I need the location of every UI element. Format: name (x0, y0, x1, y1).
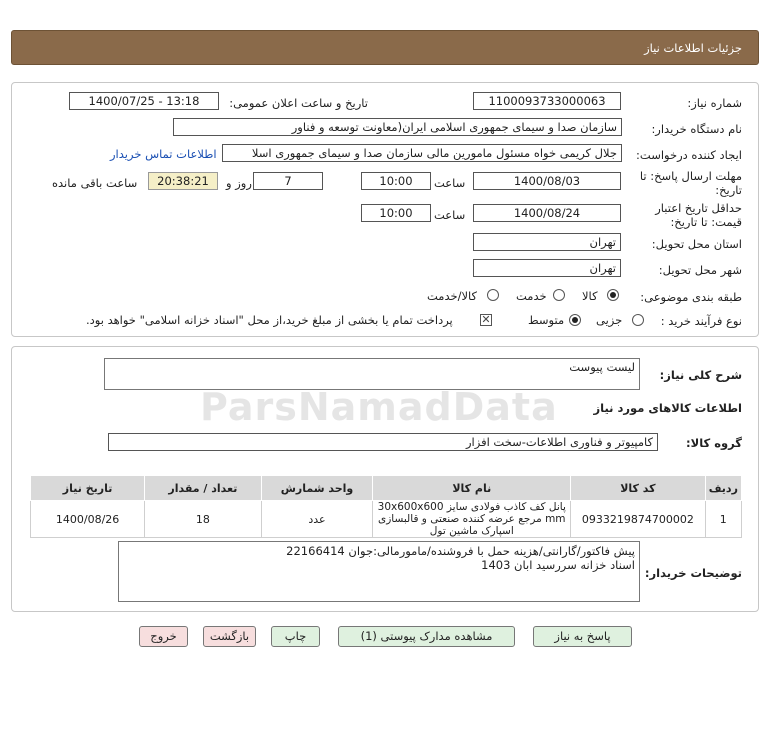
validity-time-label: ساعت (434, 208, 466, 222)
row-index: 1 (705, 501, 741, 538)
deadline-date-field: 1400/08/03 (473, 172, 621, 190)
validity-date-field: 1400/08/24 (473, 204, 621, 222)
process-medium-radio[interactable] (569, 314, 581, 326)
buyer-org-label: نام دستگاه خریدار: (651, 122, 742, 136)
validity-label-line1: حداقل تاریخ اعتبار (655, 201, 742, 215)
process-medium-label: متوسط (528, 313, 565, 327)
requester-field: جلال کریمی خواه مسئول مامورین مالی سازمان صدا و سیمای جمهوری اسلا (222, 144, 622, 162)
view-attachments-button[interactable]: مشاهده مدارک پیوستی (1) (338, 626, 515, 647)
row-code: 0933219874700002 (571, 501, 705, 538)
city-field: تهران (473, 259, 621, 277)
need-number-label: شماره نیاز: (687, 96, 742, 110)
category-service-radio[interactable] (553, 289, 565, 301)
treasury-payment-checkbox[interactable]: ✕ (481, 313, 491, 326)
goods-group-field: کامپیوتر و فناوری اطلاعات-سخت افزار (108, 433, 658, 451)
remaining-time-field: 20:38:21 (148, 172, 218, 190)
announce-field: 1400/07/25 - 13:18 (69, 92, 219, 110)
treasury-payment-note: پرداخت تمام یا بخشی از مبلغ خرید،از محل "اسناد خزانه اسلامی" خواهد بود. (86, 313, 453, 327)
items-table (30, 475, 742, 538)
items-table-header (31, 476, 742, 501)
deadline-time-label: ساعت (434, 176, 466, 190)
col-qty: تعداد / مقدار (145, 476, 261, 501)
deadline-time-field: 10:00 (361, 172, 431, 190)
buyer-notes-label: توضیحات خریدار: (644, 566, 742, 580)
buyer-org-field: سازمان صدا و سیمای جمهوری اسلامی ایران(معاونت توسعه و فناور (173, 118, 622, 136)
row-date: 1400/08/26 (31, 501, 145, 538)
category-both-radio[interactable] (487, 289, 499, 301)
reply-button[interactable]: پاسخ به نیاز (533, 626, 632, 647)
validity-time-field: 10:00 (361, 204, 431, 222)
category-goods-radio[interactable] (607, 289, 619, 301)
buyer-notes-field (118, 541, 640, 602)
process-label: نوع فرآیند خرید : (660, 314, 742, 328)
exit-button[interactable]: خروج (139, 626, 188, 647)
table-row (31, 501, 742, 538)
col-index: ردیف (705, 476, 741, 501)
page-title: جزئیات اطلاعات نیاز (644, 41, 742, 55)
col-name: نام کالا (373, 476, 571, 501)
category-service-label: خدمت (516, 289, 547, 303)
description-label: شرح کلی نیاز: (659, 368, 742, 382)
col-unit: واحد شمارش (261, 476, 373, 501)
buyer-contact-link[interactable]: اطلاعات تماس خریدار (110, 147, 217, 161)
print-button[interactable]: چاپ (271, 626, 320, 647)
buyer-notes-line2: اسناد خزانه سررسید ابان 1403 (481, 558, 635, 572)
days-field: 7 (253, 172, 323, 190)
province-label: استان محل تحویل: (651, 237, 742, 251)
watermark-logo: ParsNamadData (200, 385, 558, 429)
requester-label: ایجاد کننده درخواست: (636, 148, 742, 162)
validity-label (655, 201, 742, 229)
buyer-notes-line1: پیش فاکتور/گارانتی/هزینه حمل با فروشنده/مامورمالی:جوان 22166414 (286, 544, 635, 558)
goods-info-title: اطلاعات کالاهای مورد نیاز (593, 401, 742, 415)
category-both-label: کالا/خدمت (427, 289, 478, 303)
need-number-field: 1100093733000063 (473, 92, 621, 110)
back-button[interactable]: بازگشت (203, 626, 256, 647)
province-field: تهران (473, 233, 621, 251)
description-field: لیست پیوست (104, 358, 640, 390)
row-qty: 18 (145, 501, 261, 538)
category-label: طبقه بندی موضوعی: (640, 290, 742, 304)
col-date: تاریخ نیاز (31, 476, 145, 501)
category-goods-label: کالا (582, 289, 598, 303)
deadline-label-line1: مهلت ارسال پاسخ: تا (639, 169, 742, 183)
row-name: پانل کف کاذب فولادی سایز 30x600x600 mm مرجع عرضه کننده صنعتی و قالبسازی اسپارک ماشین تول (373, 501, 571, 538)
days-label: روز و (226, 176, 252, 190)
page-header (11, 30, 759, 65)
row-unit: عدد (261, 501, 373, 538)
col-code: کد کالا (571, 476, 705, 501)
goods-group-label: گروه کالا: (686, 436, 742, 450)
city-label: شهر محل تحویل: (658, 263, 742, 277)
deadline-label-line2: تاریخ: (715, 183, 742, 197)
remaining-label: ساعت باقی مانده (52, 176, 138, 190)
validity-label-line2: قیمت: تا تاریخ: (670, 215, 742, 229)
process-partial-label: جزیی (596, 313, 623, 327)
process-partial-radio[interactable] (632, 314, 644, 326)
announce-label: تاریخ و ساعت اعلان عمومی: (229, 96, 368, 110)
deadline-label (640, 169, 742, 197)
